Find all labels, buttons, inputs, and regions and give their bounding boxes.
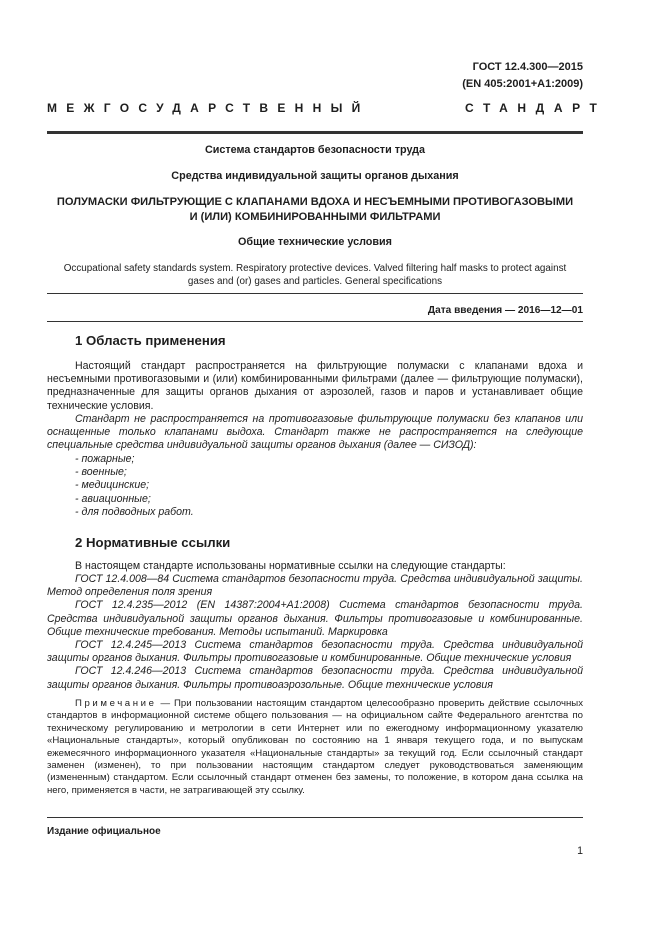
- main-title-line: ПОЛУМАСКИ ФИЛЬТРУЮЩИЕ С КЛАПАНАМИ ВДОХА И НЕСЪЕМНЫМИ ПРОТИВОГАЗОВЫМИ: [56, 196, 574, 208]
- category-title: Средства индивидуальной защиты органов дыхания: [171, 170, 459, 182]
- page-number: 1: [577, 845, 583, 857]
- date-rule: [47, 321, 583, 322]
- main-title: [40, 195, 590, 225]
- title-rule: [47, 293, 583, 294]
- header-rule: [47, 131, 583, 134]
- gost-number: ГОСТ 12.4.300—2015: [472, 61, 583, 73]
- intro-date: Дата введения — 2016—12—01: [427, 305, 583, 316]
- english-title-line: Occupational safety standards system. Respiratory protective devices. Valved filtering half masks to protect against: [63, 263, 567, 274]
- list-item: - авиационные;: [75, 492, 151, 505]
- reference-item: ГОСТ 12.4.235—2012 (EN 14387:2004+A1:2008) Система стандартов безопасности труда. Средства индивидуальной защиты органов дыхания. Фильтры противогазовые и комбинированные. Общие технические требования. Методы испытаний. Маркировка: [47, 599, 583, 638]
- section-2-intro: В настоящем стандарте использованы нормативные ссылки на следующие стандарты:: [75, 560, 506, 572]
- section-1-heading: 1 Область применения: [75, 333, 226, 348]
- references-note: [47, 698, 583, 797]
- list-item: - пожарные;: [75, 453, 135, 465]
- english-title-line: gases and (or) gases and particles. General specifications: [187, 276, 443, 287]
- subtitle: Общие технические условия: [238, 236, 392, 248]
- note-text: — При пользовании настоящим стандартом целесообразно проверить действие ссылочных стандартов в информационной системе общего пользования — на официальном сайте Федерального агентства по техническому регулированию и метрологии в сети Интернет или по ежегодному информационному указателю «Национальные стандарты», который опубликован по состоянию на 1 января текущего года, и по выпускам ежемесячного информационного указателя «Национальные стандарты» за текущий год. Если ссылочный стандарт заменен (изменен), то при пользовании настоящим стандартом следует руководствоваться заменяющим (измененным) стандартом. Если ссылочный стандарт отменен без замены, то положение, в котором дана ссылка на него, применяется в части, не затрагивающей эту ссылку.: [47, 698, 583, 796]
- list-item: - медицинские;: [75, 479, 150, 492]
- section-1-paragraph: Настоящий стандарт распространяется на фильтрующие полумаски с клапанами вдоха и несъемными противогазовыми и (или) комбинированными фильтрами (далее — фильтрующие полумаски), предназначенные для защиты органов дыхания от аэрозолей, газов и паров и устанавливает общие технические условия.: [47, 360, 583, 412]
- english-title: [47, 262, 583, 288]
- references-list: [47, 573, 583, 692]
- note-label: Примечание: [75, 698, 157, 709]
- section-2-heading: 2 Нормативные ссылки: [75, 535, 231, 550]
- interstate-label: МЕЖГОСУДАРСТВЕННЫЙ: [47, 101, 370, 115]
- list-item: - для подводных работ.: [75, 505, 194, 518]
- reference-item: ГОСТ 12.4.246—2013 Система стандартов безопасности труда. Средства индивидуальной защиты органов дыхания. Фильтры противоаэрозольные. Общие технические условия: [47, 665, 583, 691]
- excluded-list: [75, 453, 194, 519]
- footer-rule: [47, 817, 583, 818]
- standards-system-title: Система стандартов безопасности труда: [204, 144, 426, 156]
- reference-item: ГОСТ 12.4.245—2013 Система стандартов безопасности труда. Средства индивидуальной защиты органов дыхания. Фильтры противогазовые и комбинированные. Общие технические условия: [47, 639, 583, 665]
- section-1-exclusion-paragraph: Стандарт не распространяется на противогазовые фильтрующие полумаски без клапанов или оснащенные только клапанами выдоха. Стандарт также не распространяется на следующие специальные средства индивидуальной защиты органов дыхания (далее — СИЗОД):: [47, 413, 583, 452]
- standard-label: СТАНДАРТ: [465, 101, 607, 115]
- en-number: (EN 405:2001+A1:2009): [462, 78, 583, 90]
- main-title-line: И (ИЛИ) КОМБИНИРОВАННЫМИ ФИЛЬТРАМИ: [189, 210, 441, 223]
- official-edition-label: Издание официальное: [47, 826, 161, 837]
- reference-item: ГОСТ 12.4.008—84 Система стандартов безопасности труда. Средства индивидуальной защиты. Метод определения поля зрения: [47, 573, 583, 599]
- document-designation: [462, 59, 583, 93]
- list-item: - военные;: [75, 466, 127, 479]
